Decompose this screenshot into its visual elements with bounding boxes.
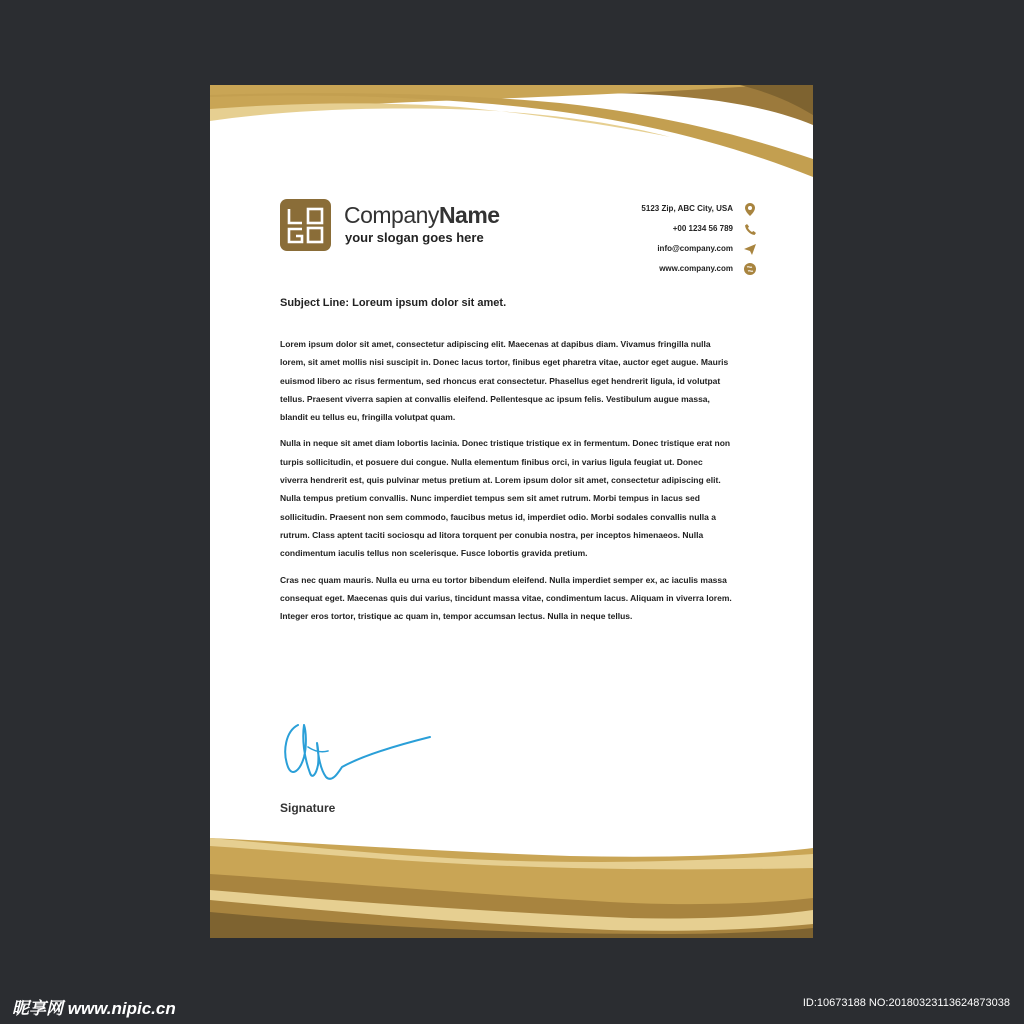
watermark-right: ID:10673188 NO:20180323113624873038 xyxy=(802,997,1010,1009)
globe-icon xyxy=(741,259,759,279)
paragraph: Nulla in neque sit amet diam lobortis lacinia. Donec tristique tristique ex in fermentum. Donec tristique erat non turpis sollicitudin, et posuere dui congue. Nulla elementum finibus orci, in varius ligula feugiat ut. Donec viverra hendrerit est, quis pulvinar metus pretium at. Lorem ipsum dolor sit amet, consectetur adipiscing elit. Nulla tempus pretium convallis. Nunc imperdiet tempus sem sit amet rutrum. Morbi tempus in lacus sed sollicitudin. Praesent non sem commodo, faucibus metus id, imperdiet odio. Morbi sodales convallis nulla a rutrum. Class aptent taciti sociosqu ad litora torquent per conubia nostra, per inceptos himenaeos. Nulla condimentum iaculis tellus non scelerisque. Fusce lobortis gravida pretium. xyxy=(280,438,731,559)
contact-block xyxy=(641,199,733,279)
signature-label: Signature xyxy=(280,801,336,815)
paper-plane-icon xyxy=(741,239,759,259)
letter-body xyxy=(280,335,732,633)
letterhead-page xyxy=(210,85,813,938)
signature-scribble xyxy=(280,717,440,789)
paragraph: Lorem ipsum dolor sit amet, consectetur adipiscing elit. Maecenas at dapibus diam. Vivamus fringilla nulla lorem, sit amet mollis nisi suscipit in. Donec lacus tortor, finibus eget pharetra vitae, auctor eget augue. Mauris euismod libero ac risus fermentum, sed rhoncus erat consectetur. Phasellus eget hendrerit ligula, id volutpat tellus. Praesent viverra sapien at convallis eleifend. Pellentesque ac ipsum felis. Vestibulum augue massa, blandit eu tellus eu, fringilla volutpat quam. xyxy=(280,339,729,423)
subject-line: Subject Line: Loreum ipsum dolor sit amet. xyxy=(280,297,507,309)
contact-icons xyxy=(741,199,759,279)
company-logo xyxy=(280,199,331,251)
company-name-second: Name xyxy=(438,202,500,228)
watermark-left: 昵享网 www.nipic.cn xyxy=(12,999,176,1018)
top-gold-wave xyxy=(210,85,813,185)
company-slogan: your slogan goes here xyxy=(345,230,484,245)
location-pin-icon xyxy=(741,199,759,219)
company-name xyxy=(344,201,500,229)
company-name-first: Company xyxy=(344,202,439,228)
contact-address: 5123 Zip, ABC City, USA xyxy=(641,204,733,213)
paragraph: Cras nec quam mauris. Nulla eu urna eu tortor bibendum eleifend. Nulla imperdiet semper ex, ac iaculis massa consequat eget. Maecenas quis dui varius, tincidunt massa vitae, condimentum lacus. Aliquam in viverra lorem. Integer eros tortor, tristique ac quam in, tempor accumsan lectus. Nulla in neque tellus. xyxy=(280,574,732,622)
phone-icon xyxy=(741,219,759,239)
contact-website: www.company.com xyxy=(659,264,733,273)
bottom-gold-wave xyxy=(210,838,813,938)
contact-email: info@company.com xyxy=(657,244,733,253)
contact-phone: +00 1234 56 789 xyxy=(672,224,733,233)
